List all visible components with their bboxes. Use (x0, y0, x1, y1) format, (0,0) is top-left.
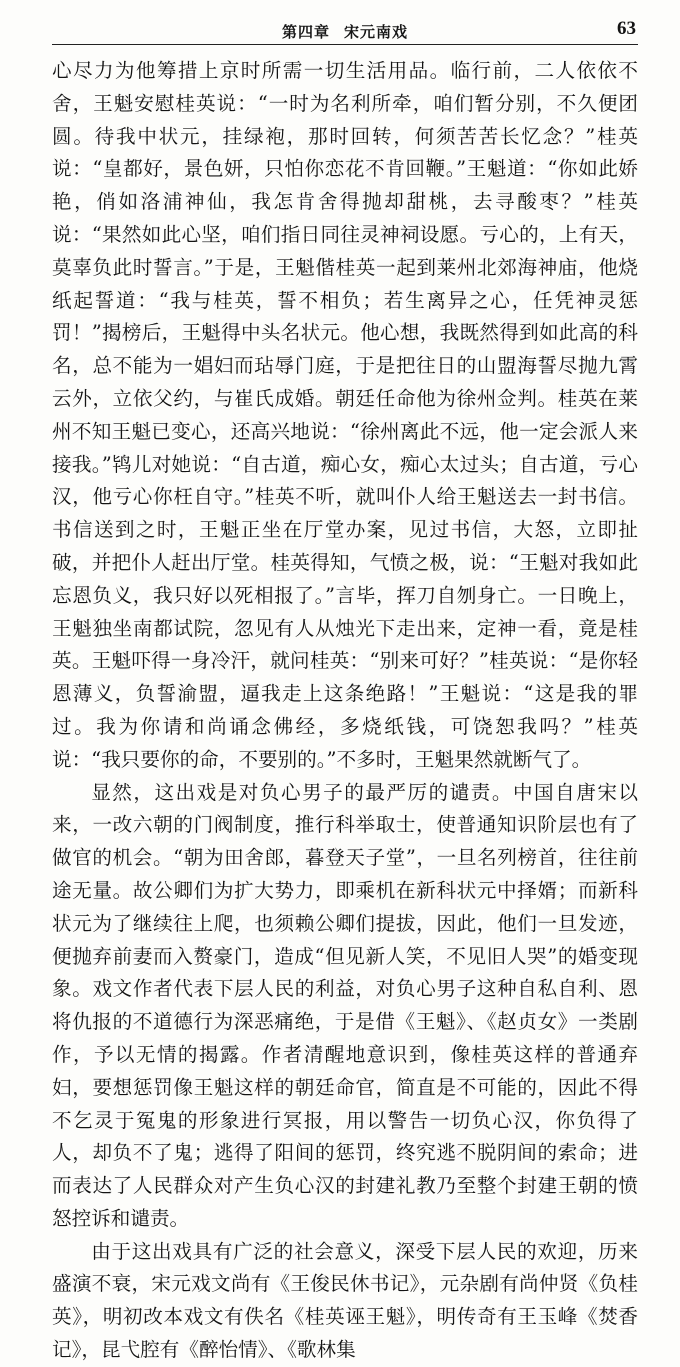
paragraph-1: 心尽力为他筹措上京时所需一切生活用品。临行前，二人依依不舍，王魁安慰桂英说：“一时为名利所牵，咱们暂分别，不久便团圆。待我中状元，挂绿袍，那时回转，何须苦苦长忆念？”桂英说：“皇都好，景色妍，只怕你恋花不肯回鞭。”王魁道：“你如此娇艳，俏如洛浦神仙，我怎肯舍得抛却甜桃，去寻酸枣？”桂英说：“果然如此心坚，咱们指日同往灵神祠设愿。亏心的，上有天，莫辜负此时誓言。”于是，王魁偕桂英一起到莱州北郊海神庙，他烧纸起誓道：“我与桂英，誓不相负；若生离异之心，任凭神灵惩罚！”揭榜后，王魁得中头名状元。他心想，我既然得到如此高的科名，总不能为一娼妇而玷辱门庭，于是把往日的山盟海誓尽抛九霄云外，立依父约，与崔氏成婚。朝廷任命他为徐州佥判。桂英在莱州不知王魁已变心，还高兴地说：“徐州离此不远，他一定会派人来接我。”鸨儿对她说：“自古道，痴心女，痴心太过头；自古道，亏心汉，他亏心你枉自守。”桂英不听，就叫仆人给王魁送去一封书信。书信送到之时，王魁正坐在厅堂办案，见过书信，大怒，立即扯破，并把仆人赶出厅堂。桂英得知，气愤之极，说：“王魁对我如此忘恩负义，我只好以死相报了。”言毕，挥刀自刎身亡。一日晚上，王魁独坐南都试院，忽见有人从烛光下走出来，定神一看，竟是桂英。王魁吓得一身冷汗，就问桂英：“别来可好？”桂英说：“是你轻恩薄义，负誓渝盟，逼我走上这条绝路！”王魁说：“这是我的罪过。我为你请和尚诵念佛经，多烧纸钱，可饶恕我吗？”桂英说：“我只要你的命，不要别的。”不多时，王魁果然就断气了。 (52, 59, 638, 771)
page-number: 63 (617, 18, 636, 39)
chapter-heading (52, 21, 638, 42)
paragraph-2: 显然，这出戏是对负心男子的最严厉的谴责。中国自唐宋以来，一改六朝的门阀制度，推行科举取士，使普通知识阶层也有了做官的机会。“朝为田舍郎，暮登天子堂”，一旦名列榜首，往往前途无量。故公卿们为扩大势力，即乘机在新科状元中择婿；而新科状元为了继续往上爬，也须赖公卿们提拔，因此，他们一旦发迹，便抛弃前妻而入赘豪门，造成“但见新人笑，不见旧人哭”的婚变现象。戏文作者代表下层人民的利益，对负心男子这种自私自利、恩将仇报的不道德行为深恶痛绝，于是借《王魁》、《赵贞女》一类剧作，予以无情的揭露。作者清醒地意识到，像桂英这样的普通弃妇，要想惩罚像王魁这样的朝廷命官，简直是不可能的，因此不得不乞灵于冤鬼的形象进行冥报，用以警告一切负心汉，你负得了人，却负不了鬼；逃得了阳间的惩罚，终究逃不脱阴间的索命；进而表达了人民群众对产生负心汉的封建礼教乃至整个封建王朝的愤怒控诉和谴责。 (52, 780, 638, 1230)
section-title: 宋元南戏 (344, 23, 409, 41)
running-header (52, 18, 638, 45)
paragraph-3: 由于这出戏具有广泛的社会意义，深受下层人民的欢迎，历来盛演不衰，宋元戏文尚有《王俊民休书记》，元杂剧有尚仲贤《负桂英》，明初改本戏文有佚名《桂英诬王魁》，明传奇有王玉峰《焚香记》，昆弋腔有《醉怡情》、《歌林集 (52, 1239, 638, 1362)
book-page (52, 18, 638, 1362)
body-text (52, 55, 638, 1367)
chapter-label: 第四章 (281, 23, 330, 41)
